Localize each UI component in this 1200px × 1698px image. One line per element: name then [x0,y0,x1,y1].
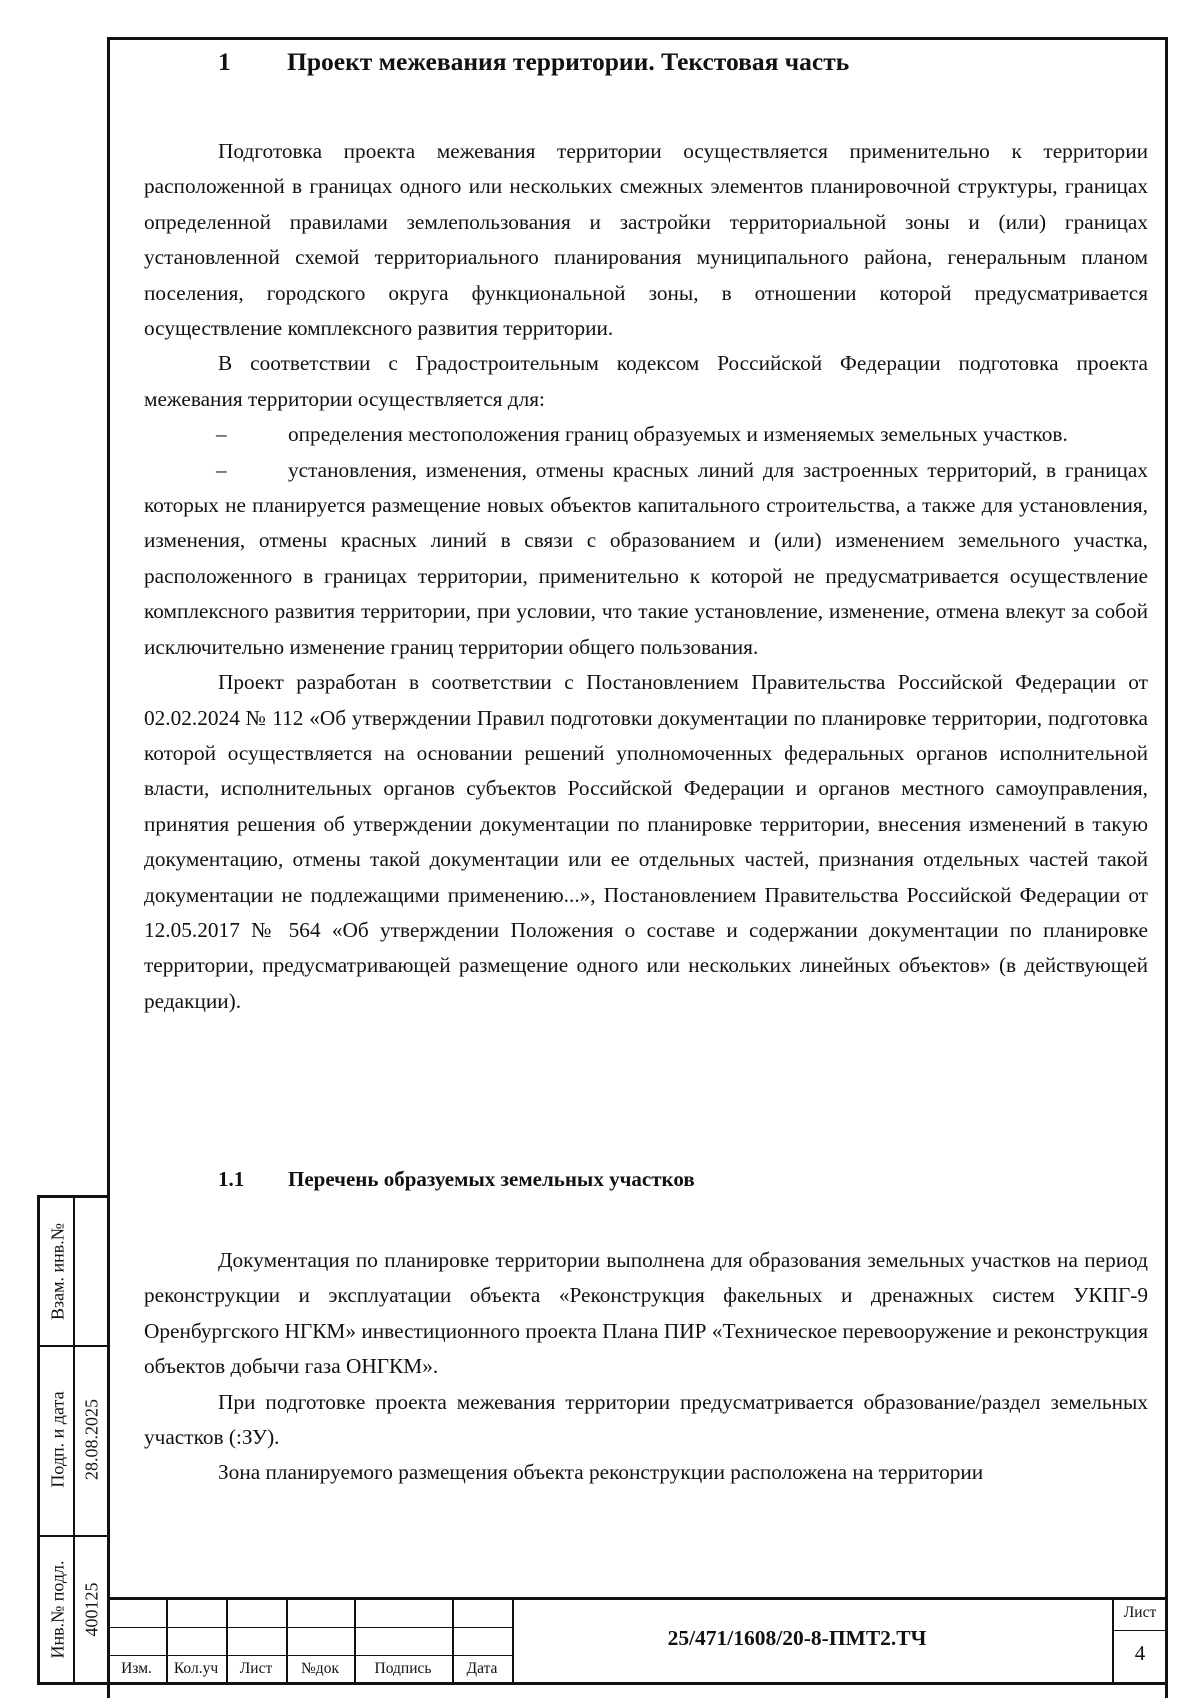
side-stamp [37,1195,107,1685]
paragraph: Проект разработан в соответствии с Постановлением Правительства Российской Федерации от 02.02.2024 № 112 «Об утверждении Правил подготовки документации по планировке территории, подготовка которой осуществляется на основании решений уполномоченных федеральных органов исполнительной власти, исполнительных органов субъектов Российской Федерации и органов местного самоуправления, принятия решения об утверждении документации по планировке территории, внесения изменений в такую документацию, отмены такой документации или ее отдельных частей, признания отдельных частей такой документации не подлежащими применению...», Постановлением Правительства Российской Федерации от 12.05.2017 № 564 «Об утверждении Положения о составе и содержании документации по планировке территории, предусматривающей размещение одного или нескольких линейных объектов» (в действующей редакции). [144,670,1148,1013]
paragraph: Подготовка проекта межевания территории осуществляется применительно к территории расположенной в границах одного или нескольких смежных элементов планировочной структуры, границах определенной правилами землепользования и застройки территориальной зоны и (или) границах установленной схемой территориального планирования муниципального района, генеральным планом поселения, городского округа функциональной зоны, в отношении которой предусматривается осуществление комплексного развития территории. [144,139,1148,341]
dash-bullet: – [216,457,227,482]
col-data: Дата [466,1660,498,1677]
inv-number: 400125 [81,1582,102,1637]
section-body [144,134,1148,1019]
podp-date: 28.08.2025 [81,1399,102,1480]
vzam-label: Взам. инв.№ [47,1223,68,1320]
sheet-number: 4 [1134,1641,1146,1665]
section-title: Проект межевания территории. Текстовая часть [287,47,850,76]
paragraph: В соответствии с Градостроительным кодексом Российской Федерации подготовка проекта межевания территории осуществляется для: [144,351,1148,411]
col-ndok: №док [301,1660,339,1677]
subsection-body [144,1243,1148,1491]
sheet-label: Лист [1123,1604,1157,1621]
list-item-text: определения местоположения границ образуемых и изменяемых земельных участков. [288,422,1068,447]
list-item-text: установления, изменения, отмены красных линий для застроенных территорий, в границах которых не планируется размещение новых объектов капитального строительства, а также для установления, изменения, отмены красных линий в связи с образованием и (или) изменением земельного участка, расположенного в границах территории, применительно к которой не предусматривается осуществление комплексного развития территории, при условии, что такие установление, изменение, отмена влекут за собой исключительно изменение границ территории общего пользования. [144,457,1148,659]
col-podpis: Подпись [374,1660,432,1677]
dash-bullet: – [216,422,227,447]
paragraph: При подготовке проекта межевания территории предусматривается образование/раздел земельных участков (:ЗУ). [144,1389,1148,1450]
col-kol: Кол.уч [173,1660,219,1677]
col-izm: Изм. [121,1660,152,1677]
title-block [107,1597,1168,1685]
subsection-title: Перечень образуемых земельных участков [288,1167,695,1191]
list-item [144,417,1148,452]
col-list: Лист [239,1660,273,1677]
inv-label: Инв.№ подл. [47,1560,68,1659]
list-item [144,453,1148,665]
paragraph: Документация по планировке территории выполнена для образования земельных участков на период реконструкции и эксплуатации объекта «Реконструкция факельных и дренажных систем УКПГ-9 Оренбургского НГКМ» инвестиционного проекта Плана ПИР «Техническое перевооружение и реконструкция объектов добычи газа ОНГКМ». [144,1248,1148,1379]
podp-label: Подп. и дата [47,1391,68,1488]
subsection-number: 1.1 [218,1167,245,1191]
section-number: 1 [218,47,231,76]
paragraph: Зона планируемого размещения объекта реконструкции расположена на территории [218,1460,984,1485]
document-code: 25/471/1608/20-8-ПМТ2.ТЧ [667,1626,927,1650]
